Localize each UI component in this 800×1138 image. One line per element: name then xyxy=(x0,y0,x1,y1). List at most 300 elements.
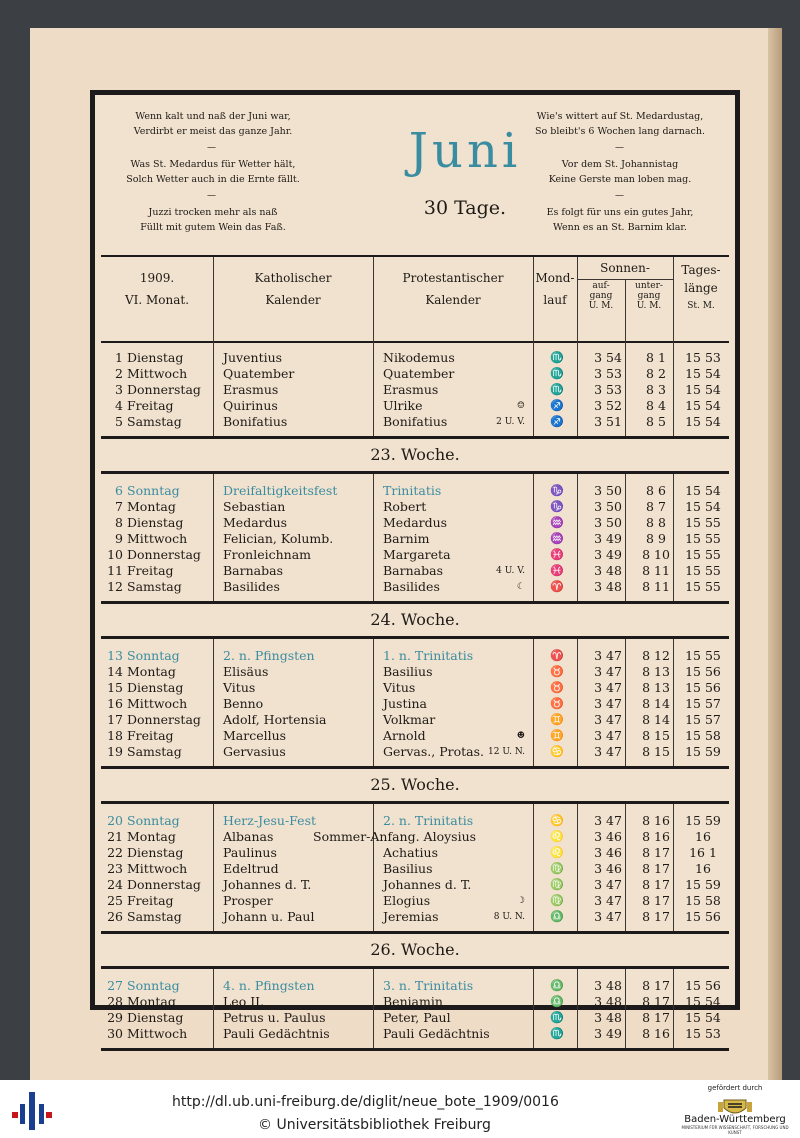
day-number: 25 xyxy=(107,893,123,908)
sunrise-time: 3 46 xyxy=(594,845,622,860)
protestant-saint: Peter, Paul xyxy=(383,1010,451,1025)
verse-bot-left xyxy=(113,205,313,235)
table-row xyxy=(101,1010,729,1026)
catholic-saint: Felician, Kolumb. xyxy=(223,531,334,546)
table-row xyxy=(101,813,729,829)
moon-phase-note: 4 U. V. xyxy=(496,566,525,576)
zodiac-sign-icon: ♒ xyxy=(550,516,564,529)
sunrise-time: 3 52 xyxy=(594,398,622,413)
table-row xyxy=(101,909,729,925)
day-length: 15 59 xyxy=(685,744,721,759)
weekday: Donnerstag xyxy=(127,712,201,727)
protestant-saint: Achatius xyxy=(383,845,439,860)
day-length: 15 58 xyxy=(685,728,721,743)
sponsor-name: Baden-Württemberg xyxy=(684,1114,786,1125)
moon-phase-note: ☽ xyxy=(516,896,525,906)
coat-of-arms-icon xyxy=(718,1096,752,1118)
sponsor-label: gefördert durch xyxy=(707,1084,763,1092)
weekday: Samstag xyxy=(127,414,182,429)
day-number: 21 xyxy=(107,829,123,844)
weekday: Samstag xyxy=(127,744,182,759)
weekday: Dienstag xyxy=(127,350,184,365)
sunset-time: 8 11 xyxy=(642,563,670,578)
weekday: Mittwoch xyxy=(127,861,188,876)
catholic-saint: Juventius xyxy=(223,350,283,365)
day-number: 11 xyxy=(107,563,123,578)
sunset-time: 8 7 xyxy=(646,499,666,514)
table-row xyxy=(101,350,729,366)
day-length: 15 55 xyxy=(685,579,721,594)
day-number: 10 xyxy=(107,547,123,562)
sunrise-time: 3 54 xyxy=(594,350,622,365)
verse-divider: — xyxy=(207,191,216,201)
zodiac-sign-icon: ♎ xyxy=(550,979,564,992)
sunrise-time: 3 50 xyxy=(594,499,622,514)
zodiac-sign-icon: ♏ xyxy=(550,351,564,364)
header-tages-line: Tages- xyxy=(681,263,721,277)
day-number: 29 xyxy=(107,1010,123,1025)
sunrise-time: 3 48 xyxy=(594,978,622,993)
protestant-saint: Nikodemus xyxy=(383,350,455,365)
day-length: 15 54 xyxy=(685,414,721,429)
day-block xyxy=(101,474,729,604)
table-row xyxy=(101,877,729,893)
protestant-saint: Robert xyxy=(383,499,427,514)
catholic-saint: Adolf, Hortensia xyxy=(223,712,327,727)
footer-bar xyxy=(0,1080,800,1138)
catholic-saint: Vitus xyxy=(223,680,256,695)
catholic-saint: Sebastian xyxy=(223,499,286,514)
day-number: 30 xyxy=(107,1026,123,1041)
zodiac-sign-icon: ♌ xyxy=(550,846,564,859)
catholic-saint: Pauli Gedächtnis xyxy=(223,1026,330,1041)
day-length: 15 56 xyxy=(685,978,721,993)
protestant-saint: 1. n. Trinitatis xyxy=(383,648,474,663)
day-number: 17 xyxy=(107,712,123,727)
moon-phase-note: 8 U. N. xyxy=(493,912,525,922)
header-prot-2: Kalender xyxy=(425,293,481,307)
sunrise-time: 3 49 xyxy=(594,1026,622,1041)
sunrise-time: 3 50 xyxy=(594,515,622,530)
column-divider xyxy=(373,257,374,341)
protestant-saint: Basilides xyxy=(383,579,440,594)
weekday: Dienstag xyxy=(127,845,184,860)
protestant-saint: Arnold xyxy=(383,728,426,743)
sunrise-time: 3 47 xyxy=(594,680,622,695)
zodiac-sign-icon: ♐ xyxy=(550,399,564,412)
day-length: 15 56 xyxy=(685,664,721,679)
verse-line: So bleibt's 6 Wochen lang darnach. xyxy=(535,126,705,137)
sunrise-time: 3 47 xyxy=(594,712,622,727)
sponsor-sub: MINISTERIUM FÜR WISSENSCHAFT, FORSCHUNG UND KUNST xyxy=(681,1125,789,1135)
day-number: 28 xyxy=(107,994,123,1009)
day-number: 12 xyxy=(107,579,123,594)
weekday: Samstag xyxy=(127,579,182,594)
day-length: 16 xyxy=(695,829,711,844)
sunrise-time: 3 47 xyxy=(594,909,622,924)
sunset-time: 8 9 xyxy=(646,531,666,546)
protestant-saint: Bonifatius xyxy=(383,414,448,429)
table-row xyxy=(101,829,729,845)
zodiac-sign-icon: ♊ xyxy=(550,729,564,742)
sunrise-time: 3 47 xyxy=(594,893,622,908)
day-number: 23 xyxy=(107,861,123,876)
day-length: 15 55 xyxy=(685,547,721,562)
day-block xyxy=(101,639,729,769)
header-unter xyxy=(625,281,673,311)
table-row xyxy=(101,531,729,547)
day-number: 24 xyxy=(107,877,123,892)
catholic-saint: Johann u. Paul xyxy=(223,909,315,924)
header-tages-line: länge xyxy=(684,281,718,295)
table-row xyxy=(101,579,729,595)
day-length: 15 53 xyxy=(685,1026,721,1041)
sunset-time: 8 16 xyxy=(642,1026,670,1041)
zodiac-sign-icon: ♍ xyxy=(550,878,564,891)
day-length: 16 1 xyxy=(689,845,717,860)
day-block xyxy=(101,804,729,934)
zodiac-sign-icon: ♎ xyxy=(550,995,564,1008)
table-row xyxy=(101,893,729,909)
zodiac-sign-icon: ♎ xyxy=(550,910,564,923)
protestant-saint: Barnim xyxy=(383,531,430,546)
verse-line: Was St. Medardus für Wetter hält, xyxy=(130,159,296,170)
catholic-saint: Paulinus xyxy=(223,845,277,860)
catholic-saint: Johannes d. T. xyxy=(223,877,312,892)
protestant-saint: Johannes d. T. xyxy=(383,877,472,892)
catholic-saint: Quirinus xyxy=(223,398,278,413)
sunset-time: 8 12 xyxy=(642,648,670,663)
header-auf-line: auf- xyxy=(592,281,610,291)
header-kath-2: Kalender xyxy=(265,293,321,307)
day-number: 3 xyxy=(115,382,123,397)
weekday: Mittwoch xyxy=(127,366,188,381)
day-length: 15 54 xyxy=(685,398,721,413)
table-row xyxy=(101,414,729,430)
sunset-time: 8 17 xyxy=(642,909,670,924)
day-length: 15 59 xyxy=(685,877,721,892)
verse-top-left xyxy=(113,109,313,139)
table-row xyxy=(101,1026,729,1042)
sunset-time: 8 17 xyxy=(642,893,670,908)
table-row xyxy=(101,382,729,398)
catholic-saint: Medardus xyxy=(223,515,288,530)
zodiac-sign-icon: ♒ xyxy=(550,532,564,545)
header-unter-line: gang xyxy=(637,291,661,301)
header-unter-line: unter- xyxy=(635,281,663,291)
verse-line: Vor dem St. Johannistag xyxy=(561,159,679,170)
moon-phase-note: ☺ xyxy=(516,401,525,411)
sonnen-divider xyxy=(577,279,673,280)
table-row xyxy=(101,515,729,531)
day-number: 4 xyxy=(115,398,123,413)
weekday: Mittwoch xyxy=(127,531,188,546)
protestant-saint: Basilius xyxy=(383,861,433,876)
table-row xyxy=(101,861,729,877)
column-divider xyxy=(533,257,534,341)
moon-phase-note: ☾ xyxy=(516,582,525,592)
day-number: 13 xyxy=(107,648,123,663)
header-month: VI. Monat. xyxy=(124,293,190,307)
ub-freiburg-logo-icon xyxy=(12,1090,52,1132)
sunset-time: 8 13 xyxy=(642,680,670,695)
zodiac-sign-icon: ♏ xyxy=(550,1027,564,1040)
verse-bot-right xyxy=(515,205,725,235)
header-sonnen: Sonnen- xyxy=(600,261,650,275)
protestant-saint: 2. n. Trinitatis xyxy=(383,813,474,828)
sunrise-time: 3 46 xyxy=(594,829,622,844)
catholic-saint: 2. n. Pfingsten xyxy=(223,648,315,663)
protestant-saint: Erasmus xyxy=(383,382,439,397)
verse-line: Solch Wetter auch in die Ernte fällt. xyxy=(126,174,300,185)
table-row xyxy=(101,680,729,696)
sunset-time: 8 17 xyxy=(642,861,670,876)
weekday: Montag xyxy=(127,664,176,679)
sunset-time: 8 15 xyxy=(642,744,670,759)
calendar-page xyxy=(30,28,768,1080)
day-length: 15 55 xyxy=(685,515,721,530)
catholic-saint: Barnabas xyxy=(223,563,283,578)
protestant-saint: Jeremias xyxy=(383,909,439,924)
sunrise-time: 3 51 xyxy=(594,414,622,429)
sponsor-logo xyxy=(680,1084,790,1135)
protestant-saint: Sommer-Anfang. Aloysius xyxy=(313,829,477,844)
sunrise-time: 3 48 xyxy=(594,563,622,578)
day-length: 15 54 xyxy=(685,499,721,514)
calendar-frame xyxy=(90,90,740,1041)
weekday: Sonntag xyxy=(127,978,180,993)
day-length: 15 54 xyxy=(685,1010,721,1025)
header-mond-1: Mond- xyxy=(535,271,575,285)
catholic-saint: Petrus u. Paulus xyxy=(223,1010,326,1025)
day-number: 14 xyxy=(107,664,123,679)
weekday: Montag xyxy=(127,829,176,844)
day-number: 15 xyxy=(107,680,123,695)
weekday: Donnerstag xyxy=(127,877,201,892)
sunrise-time: 3 47 xyxy=(594,813,622,828)
zodiac-sign-icon: ♌ xyxy=(550,830,564,843)
sunset-time: 8 10 xyxy=(642,547,670,562)
sunrise-time: 3 48 xyxy=(594,994,622,1009)
catholic-saint: Elisäus xyxy=(223,664,269,679)
zodiac-sign-icon: ♋ xyxy=(550,745,564,758)
protestant-saint: Margareta xyxy=(383,547,451,562)
sunset-time: 8 17 xyxy=(642,877,670,892)
weekday: Donnerstag xyxy=(127,382,201,397)
column-divider xyxy=(625,279,626,341)
sunrise-time: 3 53 xyxy=(594,366,622,381)
zodiac-sign-icon: ♉ xyxy=(550,665,564,678)
sunrise-time: 3 48 xyxy=(594,579,622,594)
zodiac-sign-icon: ♑ xyxy=(550,500,564,513)
table-row xyxy=(101,696,729,712)
sunrise-time: 3 48 xyxy=(594,1010,622,1025)
weekday: Samstag xyxy=(127,909,182,924)
verse-line: Juzzi trocken mehr als naß xyxy=(148,207,278,218)
column-divider xyxy=(673,257,674,341)
sunset-time: 8 5 xyxy=(646,414,666,429)
day-length: 15 59 xyxy=(685,813,721,828)
verse-top-right xyxy=(515,109,725,139)
week-heading: 26. Woche. xyxy=(101,934,729,969)
verse-mid-left xyxy=(113,157,313,187)
month-title: Juni xyxy=(408,123,522,179)
sunset-time: 8 2 xyxy=(646,366,666,381)
weekday: Freitag xyxy=(127,563,174,578)
header-mond-2: lauf xyxy=(543,293,567,307)
catholic-saint: Albanas xyxy=(223,829,274,844)
sunset-time: 8 17 xyxy=(642,1010,670,1025)
protestant-saint: Pauli Gedächtnis xyxy=(383,1026,490,1041)
verse-mid-right xyxy=(515,157,725,187)
day-length: 16 xyxy=(695,861,711,876)
sunset-time: 8 17 xyxy=(642,845,670,860)
verse-divider: — xyxy=(615,143,624,153)
zodiac-sign-icon: ♈ xyxy=(550,649,564,662)
catholic-saint: Fronleichnam xyxy=(223,547,312,562)
protestant-saint: Vitus xyxy=(383,680,416,695)
sunrise-time: 3 47 xyxy=(594,696,622,711)
catholic-saint: Edeltrud xyxy=(223,861,279,876)
sunset-time: 8 4 xyxy=(646,398,666,413)
table-row xyxy=(101,744,729,760)
sunrise-time: 3 53 xyxy=(594,382,622,397)
week-heading: 25. Woche. xyxy=(101,769,729,804)
day-number: 27 xyxy=(107,978,123,993)
protestant-saint: Medardus xyxy=(383,515,448,530)
day-block xyxy=(101,969,729,1051)
zodiac-sign-icon: ♏ xyxy=(550,1011,564,1024)
day-length: 15 58 xyxy=(685,893,721,908)
zodiac-sign-icon: ♓ xyxy=(550,548,564,561)
table-row xyxy=(101,499,729,515)
sunset-time: 8 17 xyxy=(642,994,670,1009)
sunset-time: 8 14 xyxy=(642,712,670,727)
sunrise-time: 3 47 xyxy=(594,877,622,892)
zodiac-sign-icon: ♓ xyxy=(550,564,564,577)
day-number: 9 xyxy=(115,531,123,546)
day-number: 5 xyxy=(115,414,123,429)
sunset-time: 8 15 xyxy=(642,728,670,743)
catholic-saint: Leo II. xyxy=(223,994,265,1009)
catholic-saint: Benno xyxy=(223,696,264,711)
protestant-saint: Barnabas xyxy=(383,563,443,578)
sunrise-time: 3 47 xyxy=(594,744,622,759)
day-length: 15 54 xyxy=(685,994,721,1009)
sunset-time: 8 16 xyxy=(642,829,670,844)
header-tages xyxy=(673,261,729,315)
day-number: 8 xyxy=(115,515,123,530)
day-number: 26 xyxy=(107,909,123,924)
table-row xyxy=(101,563,729,579)
sunset-time: 8 13 xyxy=(642,664,670,679)
verse-line: Wenn kalt und naß der Juni war, xyxy=(135,111,291,122)
day-number: 20 xyxy=(107,813,123,828)
protestant-saint: Gervas., Protas. xyxy=(383,744,484,759)
zodiac-sign-icon: ♑ xyxy=(550,484,564,497)
zodiac-sign-icon: ♈ xyxy=(550,580,564,593)
column-divider xyxy=(213,257,214,341)
table-row xyxy=(101,483,729,499)
day-length: 15 54 xyxy=(685,382,721,397)
table-row xyxy=(101,366,729,382)
header-prot-1: Protestantischer xyxy=(402,271,504,285)
day-number: 16 xyxy=(107,696,123,711)
sunset-time: 8 17 xyxy=(642,978,670,993)
header-auf-line: U. M. xyxy=(588,301,614,311)
day-number: 1 xyxy=(115,350,123,365)
weekday: Dienstag xyxy=(127,1010,184,1025)
day-length: 15 57 xyxy=(685,696,721,711)
permalink-url[interactable]: http://dl.ub.uni-freiburg.de/diglit/neue_bote_1909/0016 xyxy=(172,1094,559,1110)
table-row xyxy=(101,648,729,664)
weekday: Sonntag xyxy=(127,813,180,828)
day-length: 15 53 xyxy=(685,350,721,365)
day-number: 18 xyxy=(107,728,123,743)
weekday: Mittwoch xyxy=(127,696,188,711)
protestant-saint: Basilius xyxy=(383,664,433,679)
day-length: 15 54 xyxy=(685,483,721,498)
zodiac-sign-icon: ♉ xyxy=(550,697,564,710)
verse-line: Es folgt für uns ein gutes Jahr, xyxy=(546,207,694,218)
zodiac-sign-icon: ♉ xyxy=(550,681,564,694)
verse-line: Wenn es an St. Barnim klar. xyxy=(553,222,687,233)
catholic-saint: Gervasius xyxy=(223,744,286,759)
days-count: 30 Tage. xyxy=(423,197,507,219)
weekday: Montag xyxy=(127,994,176,1009)
day-number: 2 xyxy=(115,366,123,381)
zodiac-sign-icon: ♍ xyxy=(550,894,564,907)
sunrise-time: 3 47 xyxy=(594,728,622,743)
sunrise-time: 3 49 xyxy=(594,531,622,546)
catholic-saint: Herz-Jesu-Fest xyxy=(223,813,317,828)
table-row xyxy=(101,712,729,728)
zodiac-sign-icon: ♏ xyxy=(550,367,564,380)
catholic-saint: Marcellus xyxy=(223,728,287,743)
moon-phase-note: ☻ xyxy=(516,731,525,741)
sunset-time: 8 1 xyxy=(646,350,666,365)
verse-line: Verdirbt er meist das ganze Jahr. xyxy=(133,126,293,137)
protestant-saint: Quatember xyxy=(383,366,455,381)
sunset-time: 8 11 xyxy=(642,579,670,594)
table-row xyxy=(101,728,729,744)
protestant-saint: Trinitatis xyxy=(383,483,442,498)
catholic-saint: Quatember xyxy=(223,366,295,381)
zodiac-sign-icon: ♊ xyxy=(550,713,564,726)
verse-line: Füllt mit gutem Wein das Faß. xyxy=(140,222,286,233)
day-length: 15 57 xyxy=(685,712,721,727)
header-auf xyxy=(577,281,625,311)
header-tages-line: St. M. xyxy=(687,301,715,311)
sunrise-time: 3 46 xyxy=(594,861,622,876)
day-length: 15 55 xyxy=(685,648,721,663)
verse-line: Wie's wittert auf St. Medardustag, xyxy=(536,111,704,122)
sunset-time: 8 16 xyxy=(642,813,670,828)
week-heading: 23. Woche. xyxy=(101,439,729,474)
table-row xyxy=(101,398,729,414)
catholic-saint: Prosper xyxy=(223,893,273,908)
zodiac-sign-icon: ♋ xyxy=(550,814,564,827)
copyright-text: © Universitätsbibliothek Freiburg xyxy=(258,1117,491,1133)
catholic-saint: Basilides xyxy=(223,579,280,594)
protestant-saint: 3. n. Trinitatis xyxy=(383,978,474,993)
weekday: Montag xyxy=(127,499,176,514)
table-row xyxy=(101,547,729,563)
zodiac-sign-icon: ♐ xyxy=(550,415,564,428)
verse-line: Keine Gerste man loben mag. xyxy=(548,174,692,185)
sunset-time: 8 3 xyxy=(646,382,666,397)
sunrise-time: 3 50 xyxy=(594,483,622,498)
